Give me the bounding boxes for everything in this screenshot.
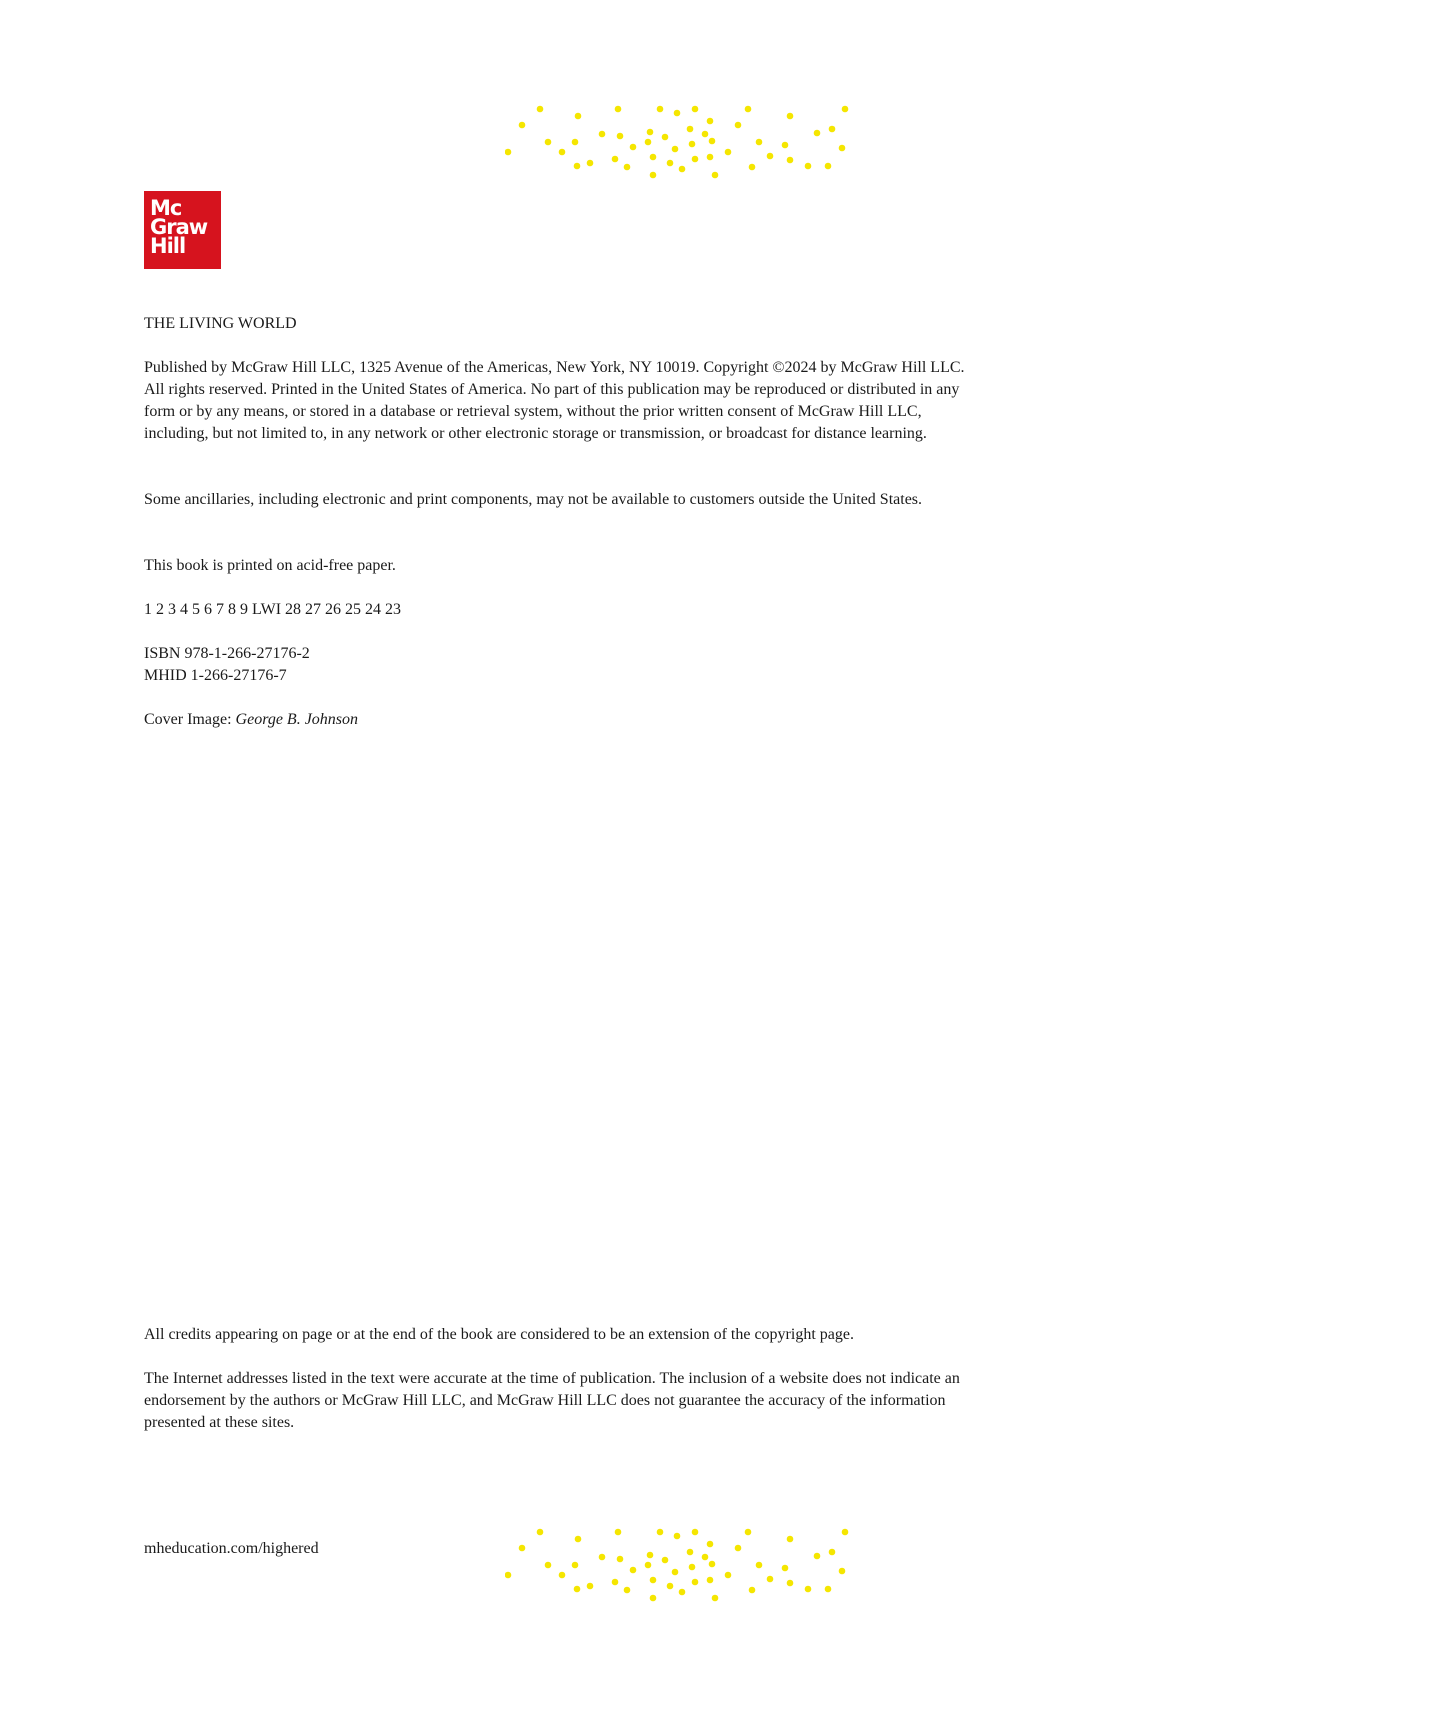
cover-image-label: Cover Image: — [144, 711, 232, 728]
logo-line-hill: Hill — [150, 234, 186, 258]
credits-notice: All credits appearing on page or at the end of the book are considered to be an extension of the copyright page. — [144, 1326, 854, 1343]
publisher-website: mheducation.com/highered — [144, 1540, 319, 1557]
cover-image-credit — [144, 709, 974, 731]
book-title: THE LIVING WORLD — [144, 315, 297, 332]
isbn: ISBN 978-1-266-27176-2 — [144, 645, 310, 662]
print-line: 1 2 3 4 5 6 7 8 9 LWI 28 27 26 25 24 23 — [144, 601, 402, 618]
publication-notice: Published by McGraw Hill LLC, 1325 Avenue of the Americas, New York, NY 10019. Copyright ©2024 by McGraw Hill LLC. All rights reserved. Printed in the United States of America. No part of this publication may be reproduced or distributed in any form or by any means, or stored in a database or retrieval system, without the prior written consent of McGraw Hill LLC, including, but not limited to, in any network or other electronic storage or transmission, or broadcast for distance learning. — [144, 359, 965, 442]
logo-line-graw: Graw — [150, 215, 208, 239]
mcgraw-hill-logo — [144, 191, 221, 269]
cover-image-photographer: George B. Johnson — [235, 711, 359, 728]
mhid: MHID 1-266-27176-7 — [144, 667, 287, 684]
paper-notice: This book is printed on acid-free paper. — [144, 557, 396, 574]
logo-line-mc: Mc — [150, 196, 182, 220]
isbn-block — [144, 643, 974, 687]
internet-notice: The Internet addresses listed in the text were accurate at the time of publication. The inclusion of a website does not indicate an endorsement by the authors or McGraw Hill LLC, and McGraw Hill LLC does not guarantee the accuracy of the information presented at these sites. — [144, 1370, 960, 1431]
decorative-dot-pattern-top — [505, 104, 850, 182]
decorative-dot-pattern-bottom — [505, 1527, 850, 1605]
ancillaries-notice: Some ancillaries, including electronic and print components, may not be available to customers outside the United States. — [144, 491, 923, 508]
